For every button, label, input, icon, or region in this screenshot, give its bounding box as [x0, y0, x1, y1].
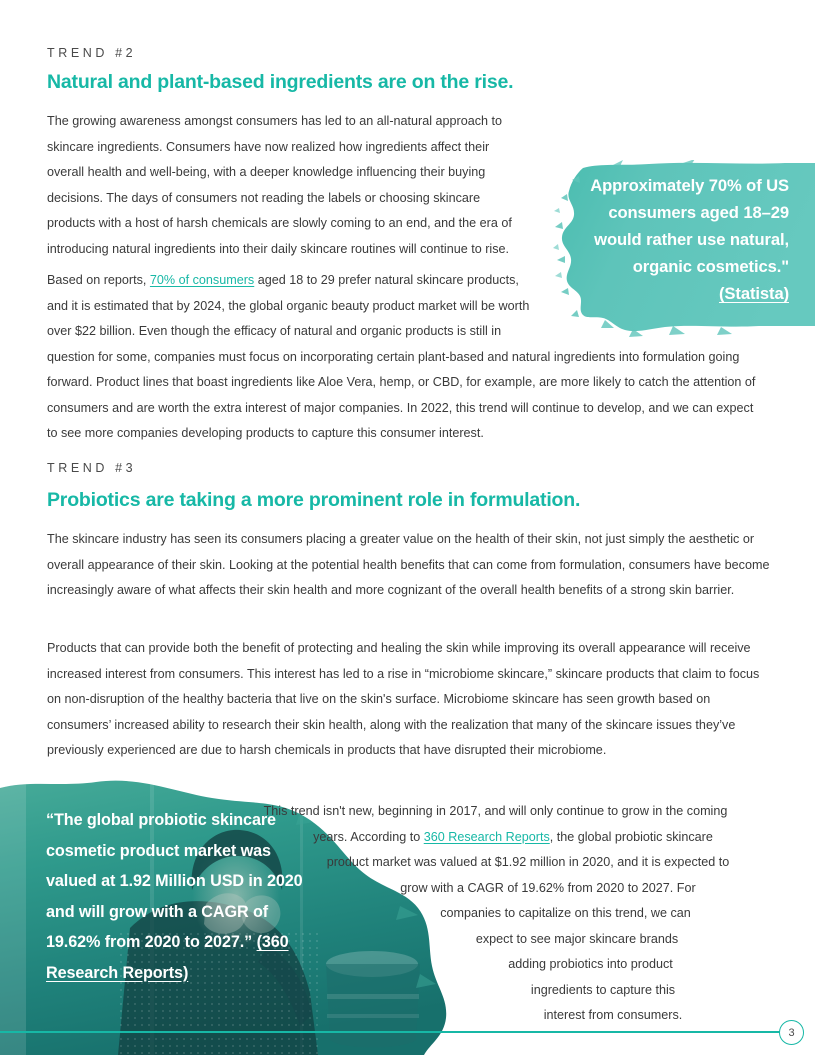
research-reports-link[interactable]: 360 Research Reports	[423, 829, 550, 844]
statista-source-link[interactable]: (Statista)	[719, 284, 789, 303]
bottom-paragraph-line-5: companies to capitalize on this trend, we can	[440, 906, 691, 920]
bottom-paragraph-line-9: interest from consumers.	[543, 1008, 683, 1022]
bottom-paragraph-line-1: This trend isn't new, beginning in 2017, and will only continue to grow in the coming	[263, 804, 728, 818]
bottom-paragraph	[228, 799, 763, 1029]
trend-2-paragraph-1-text: The growing awareness amongst consumers has led to an all-natural approach to skincare ingredients. Consumers have now realized how ingredients affect their overall health and well-being, with a deeper knowledge influencing their buying decisions. The days of consumers not reading the labels or choosing skincare products with a host of harsh chemicals are slowly coming to an end, and the era of introducing natural ingredients into their daily skincare routines will continue to rise.	[47, 114, 512, 256]
bottom-paragraph-line-4: grow with a CAGR of 19.62% from 2020 to 2027. For	[400, 880, 696, 895]
bottom-paragraph-line-7: adding probiotics into product	[508, 957, 673, 971]
bottom-paragraph-line-2-prefix: years. According to	[313, 829, 424, 844]
trend-2-label: TREND #2	[47, 46, 137, 60]
trend-3-label: TREND #3	[47, 461, 137, 475]
footer-rule	[0, 1031, 782, 1033]
trend-2-paragraph-1	[47, 109, 759, 262]
statista-quote-body: Approximately 70% of US consumers aged 18–29 would rather use natural, organic cosmetics."	[590, 176, 789, 276]
text-wrap-callout-shape-2	[532, 268, 762, 330]
probiotic-source-link[interactable]: (360 Research Reports)	[46, 933, 289, 982]
trend-3-heading: Probiotics are taking a more prominent role in formulation.	[47, 489, 581, 511]
seventy-percent-consumers-link[interactable]: 70% of consumers	[149, 273, 255, 287]
bottom-paragraph-line-2	[263, 825, 763, 851]
probiotic-quote-body: “The global probiotic skincare cosmetic product market was valued at 1.92 Million USD in 2020 and will grow with a CAGR of 19.62% from 2020 to 2027.”	[46, 811, 303, 951]
trend-3-paragraph-1: The skincare industry has seen its consumers placing a greater value on the health of their skin, not just simply the aesthetic or overall appearance of their skin. Looking at the potential health benefits that can come from formulation, consumers have become increasingly aware of what affects their skin health and more cognizant of the overall health benefits of a strong skin barrier.	[47, 532, 770, 597]
bottom-paragraph-line-6: expect to see major skincare brands	[475, 931, 679, 946]
text-wrap-callout-shape	[527, 109, 759, 235]
trend-2-paragraph-2-prefix: Based on reports,	[47, 273, 150, 287]
trend-3-paragraph-2: Products that can provide both the benefit of protecting and healing the skin while improving its overall appearance will receive increased interest from consumers. This interest has led to a rise in “microbiome skincare,” skincare products that claim to focus on non-disruption of the healthy bacteria that live on the skin's surface. Microbiome skincare has seen growth based on consumers’ increased ability to research their skin health, along with the realization that many of the skincare issues they’ve previously experienced are due to harsh chemicals in products that have disrupted their microbiome.	[47, 641, 760, 757]
trend-2-paragraph-2-suffix: aged 18 to 29 prefer natural skincare products, and it is estimated that by 2024, the global organic beauty product market will be worth over $22 billion. Even though the efficacy of natural and organic products is still in question for some, companies must focus on incorporating certain plant-based and natural ingredients into formulation going forward. Product lines that boast ingredients like Aloe Vera, hemp, or CBD, for example, are more likely to catch the attention of consumers and are worth the extra interest of major companies. In 2022, this trend will continue to develop, and we can expect to see more companies developing products to capture this consumer interest.	[47, 273, 756, 440]
bottom-paragraph-line-8: ingredients to capture this	[530, 982, 676, 997]
bottom-paragraph-line-2-suffix: , the global probiotic skincare	[549, 829, 713, 844]
trend-2-paragraph-2	[47, 268, 762, 447]
trend-2-heading: Natural and plant-based ingredients are on the rise.	[47, 71, 514, 93]
page-number-badge: 3	[779, 1020, 804, 1045]
bottom-paragraph-line-3: product market was valued at $1.92 million in 2020, and it is expected to	[326, 855, 730, 869]
